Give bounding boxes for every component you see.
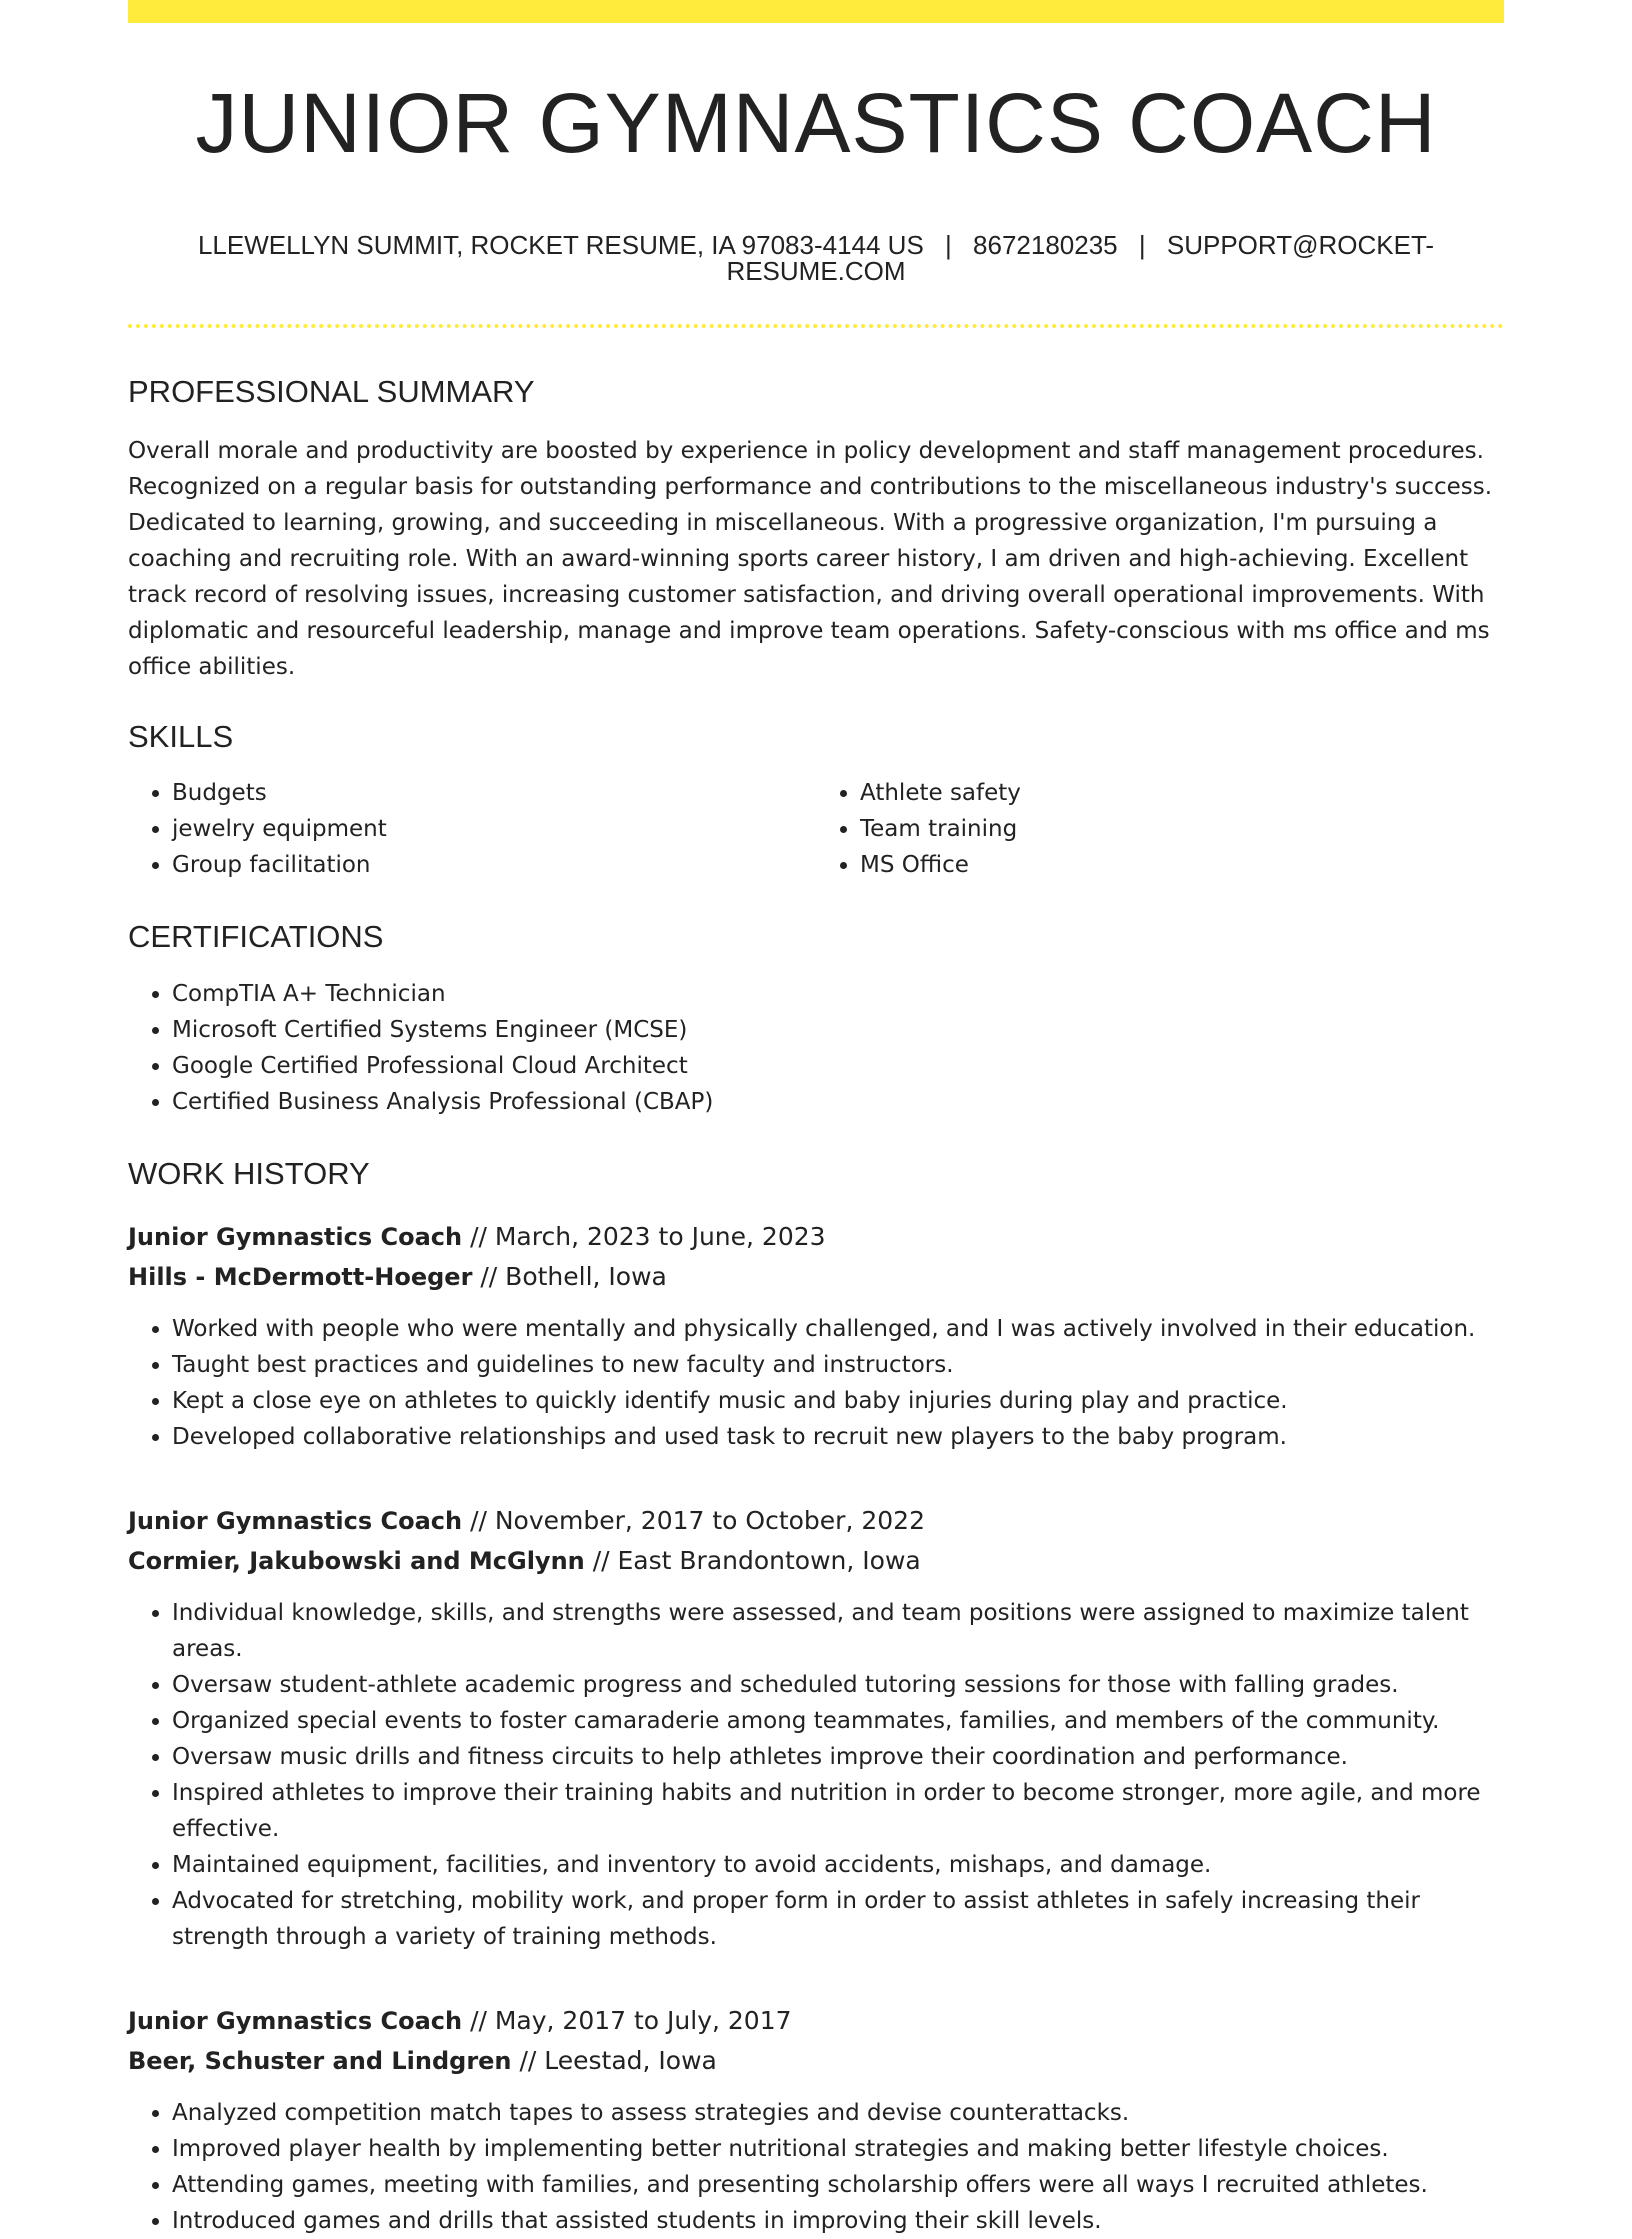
skill-item: • MS Office bbox=[860, 847, 1504, 883]
work-history-heading: WORK HISTORY bbox=[128, 1156, 370, 1191]
job-location: // East Brandontown, Iowa bbox=[592, 1546, 921, 1575]
skill-item: • jewelry equipment bbox=[172, 811, 816, 847]
skill-item: • Group facilitation bbox=[172, 847, 816, 883]
skills-list-right bbox=[816, 775, 1504, 883]
contact-separator: | bbox=[945, 230, 952, 260]
job-bullet: • Maintained equipment, facilities, and inventory to avoid accidents, mishaps, and damage. bbox=[172, 1847, 1504, 1883]
job-title: Junior Gymnastics Coach bbox=[128, 1507, 463, 1535]
skill-item: • Budgets bbox=[172, 775, 816, 811]
job-bullets bbox=[128, 1311, 1504, 1455]
skills-columns bbox=[128, 775, 1504, 883]
job-bullet: • Advocated for stretching, mobility work, and proper form in order to assist athletes in safely increasing their strength through a variety of training methods. bbox=[172, 1883, 1504, 1955]
job-location: // Leestad, Iowa bbox=[519, 2046, 717, 2075]
contact-separator: | bbox=[1138, 230, 1146, 260]
skills-list-left bbox=[128, 775, 816, 883]
job-bullet: • Oversaw music drills and fitness circuits to help athletes improve their coordination and performance. bbox=[172, 1739, 1504, 1775]
contact-email: SUPPORT@ROCKET-RESUME.COM bbox=[726, 230, 1435, 286]
job-bullet: • Kept a close eye on athletes to quickly identify music and baby injuries during play and practice. bbox=[172, 1383, 1504, 1419]
certifications-section bbox=[128, 921, 1504, 1120]
job-bullets bbox=[128, 2095, 1504, 2239]
job-title-line bbox=[128, 1501, 1504, 1541]
summary-section bbox=[128, 376, 1504, 685]
skill-item: • Team training bbox=[860, 811, 1504, 847]
job-dates: // May, 2017 to July, 2017 bbox=[470, 2006, 792, 2035]
resume-page bbox=[128, 0, 1504, 2239]
job-bullets bbox=[128, 1595, 1504, 1955]
job-bullet: • Individual knowledge, skills, and strengths were assessed, and team positions were assigned to maximize talent areas. bbox=[172, 1595, 1504, 1667]
certification-item: • Certified Business Analysis Professional (CBAP) bbox=[172, 1084, 1504, 1120]
job-bullet: • Organized special events to foster camaraderie among teammates, families, and members of the community. bbox=[172, 1703, 1504, 1739]
job-bullet: • Oversaw student-athlete academic progress and scheduled tutoring sessions for those with falling grades. bbox=[172, 1667, 1504, 1703]
certifications-heading: CERTIFICATIONS bbox=[128, 919, 384, 954]
contact-line bbox=[128, 232, 1504, 284]
job-dates: // March, 2023 to June, 2023 bbox=[470, 1222, 826, 1251]
contact-phone: 8672180235 bbox=[973, 230, 1118, 260]
job-bullet: • Improved player health by implementing better nutritional strategies and making better lifestyle choices. bbox=[172, 2131, 1504, 2167]
certification-item: • Microsoft Certified Systems Engineer (MCSE) bbox=[172, 1012, 1504, 1048]
job-bullet: • Analyzed competition match tapes to assess strategies and devise counterattacks. bbox=[172, 2095, 1504, 2131]
job-entry bbox=[128, 2001, 1504, 2239]
contact-address: LLEWELLYN SUMMIT, ROCKET RESUME, IA 97083-4144 US bbox=[197, 230, 924, 260]
work-history-section bbox=[128, 1158, 1504, 2239]
summary-text: Overall morale and productivity are boosted by experience in policy development and staff management procedures. Recognized on a regular basis for outstanding performance and contributions to the miscellaneous industry's success. Dedicated to learning, growing, and succeeding in miscellaneous. With a progressive organization, I'm pursuing a coaching and recruiting role. With an award-winning sports career history, I am driven and high-achieving. Excellent track record of resolving issues, increasing customer satisfaction, and driving overall operational improvements. With diplomatic and resourceful leadership, manage and improve team operations. Safety-conscious with ms office and ms office abilities. bbox=[128, 438, 1493, 680]
accent-top-bar bbox=[128, 0, 1504, 23]
certification-item: • Google Certified Professional Cloud Architect bbox=[172, 1048, 1504, 1084]
summary-heading: PROFESSIONAL SUMMARY bbox=[128, 374, 535, 409]
job-title-line bbox=[128, 1217, 1504, 1257]
job-bullet: • Introduced games and drills that assisted students in improving their skill levels. bbox=[172, 2203, 1504, 2239]
job-company: Hills - McDermott-Hoeger bbox=[128, 1263, 473, 1291]
job-title: Junior Gymnastics Coach bbox=[128, 2007, 463, 2035]
resume-title: JUNIOR GYMNASTICS COACH bbox=[195, 76, 1437, 170]
skills-section bbox=[128, 721, 1504, 883]
job-bullet: • Attending games, meeting with families, and presenting scholarship offers were all ways I recruited athletes. bbox=[172, 2167, 1504, 2203]
job-location: // Bothell, Iowa bbox=[480, 1262, 667, 1291]
job-company-line bbox=[128, 1541, 1504, 1581]
job-title-line bbox=[128, 2001, 1504, 2041]
job-dates: // November, 2017 to October, 2022 bbox=[470, 1506, 925, 1535]
job-bullet: • Taught best practices and guidelines to new faculty and instructors. bbox=[172, 1347, 1504, 1383]
skills-heading: SKILLS bbox=[128, 719, 234, 754]
certification-item: • CompTIA A+ Technician bbox=[172, 976, 1504, 1012]
job-entry bbox=[128, 1501, 1504, 1955]
job-company-line bbox=[128, 1257, 1504, 1297]
job-company: Beer, Schuster and Lindgren bbox=[128, 2047, 512, 2075]
job-bullet: • Developed collaborative relationships and used task to recruit new players to the baby program. bbox=[172, 1419, 1504, 1455]
skill-item: • Athlete safety bbox=[860, 775, 1504, 811]
certifications-list bbox=[128, 976, 1504, 1120]
job-bullet: • Inspired athletes to improve their training habits and nutrition in order to become stronger, more agile, and more effective. bbox=[172, 1775, 1504, 1847]
job-entry bbox=[128, 1217, 1504, 1455]
job-title: Junior Gymnastics Coach bbox=[128, 1223, 463, 1251]
job-company: Cormier, Jakubowski and McGlynn bbox=[128, 1547, 585, 1575]
dotted-divider bbox=[128, 324, 1504, 328]
job-bullet: • Worked with people who were mentally and physically challenged, and I was actively involved in their education. bbox=[172, 1311, 1504, 1347]
job-company-line bbox=[128, 2041, 1504, 2081]
